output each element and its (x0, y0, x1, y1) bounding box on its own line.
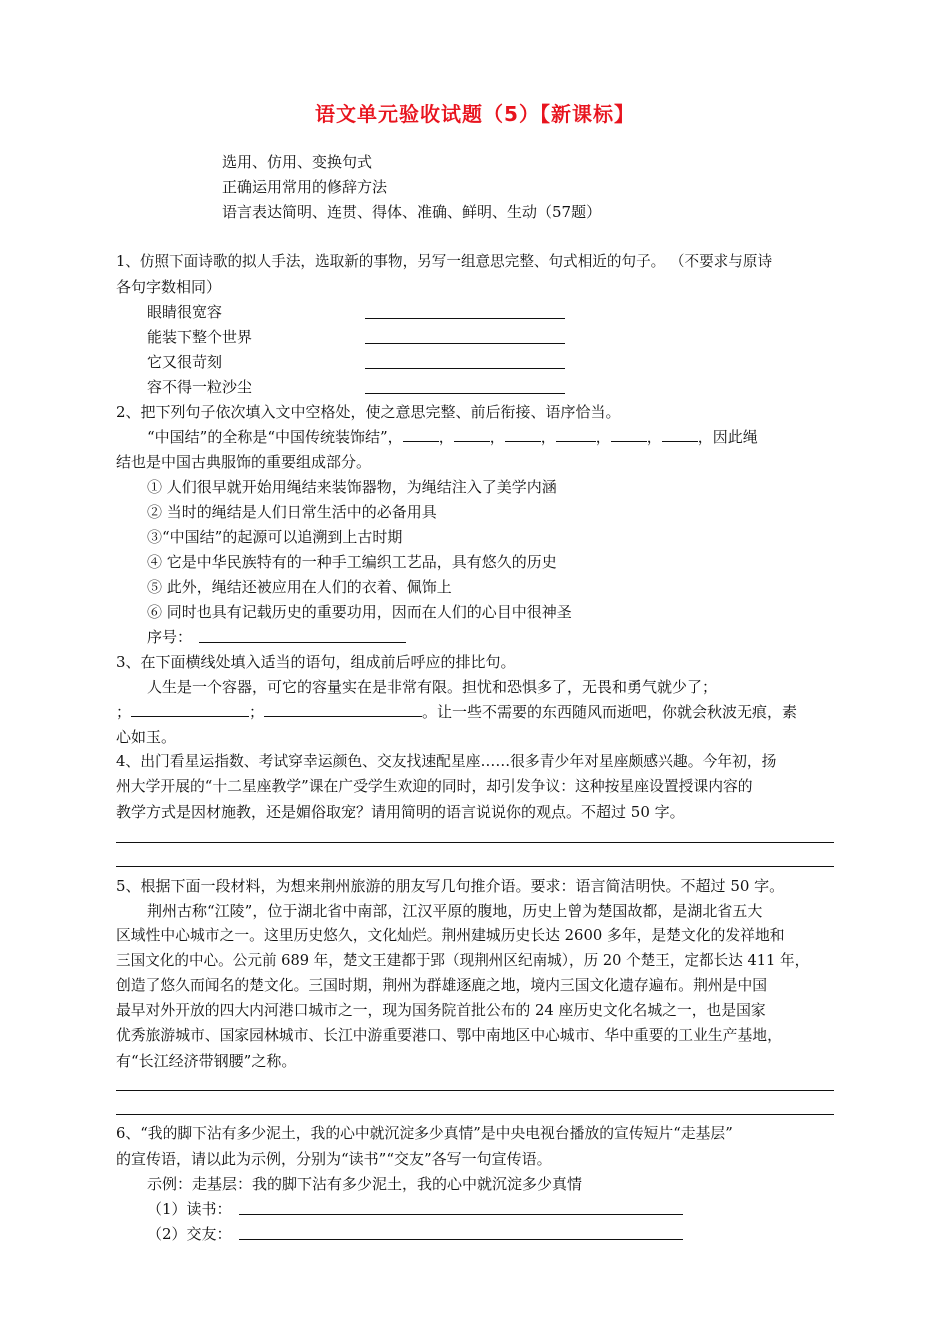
question-1-text: 1、仿照下面诗歌的拟人手法，选取新的事物，另写一组意思完整、句式相近的句子。 （不要求与原诗 (116, 253, 773, 270)
comma: ， (438, 428, 454, 446)
question-5-material: 创造了悠久而闻名的楚文化。三国时期，荆州为群雄逐鹿之地，境内三国文化遗存遍布。荆州是中国 (116, 977, 768, 994)
question-3-passage: 心如玉。 (116, 728, 177, 746)
topic-line: 语言表达简明、连贯、得体、准确、鲜明、生动（57题） (222, 203, 602, 221)
question-4-text: 州大学开展的“十二星座教学”课在广受学生欢迎的同时，却引发争议：这种按星座设置授课内容的 (116, 778, 753, 795)
question-6-text: 的宣传语，请以此为示例，分别为“读书”“交友”各写一句宣传语。 (116, 1150, 552, 1168)
question-5-material: 区域性中心城市之一。这里历史悠久，文化灿烂。荆州建城历史长达 2600 多年，是楚文化的发祥地和 (116, 927, 785, 944)
question-5-material: 荆州古称“江陵”，位于湖北省中南部，江汉平原的腹地，历史上曾为楚国故都，是湖北省五大 (147, 902, 763, 920)
answer-line[interactable] (365, 343, 565, 344)
comma: ， (595, 428, 611, 446)
question-2-passage (147, 425, 758, 449)
poem-line: 能装下整个世界 (147, 328, 253, 346)
comma: ， (489, 428, 505, 446)
question-5-material: 三国文化的中心。公元前 689 年，楚文王建都于郢（现荆州区纪南城），历 20 个楚王，定都长达 411 年， (116, 952, 810, 969)
question-3-text: 3、在下面横线处填入适当的语句，组成前后呼应的排比句。 (116, 653, 516, 671)
fill-blank[interactable] (662, 426, 698, 442)
answer-line[interactable] (116, 1114, 834, 1115)
question-3-passage (116, 700, 797, 724)
fill-blank[interactable] (505, 426, 541, 442)
fill-blank[interactable] (403, 426, 439, 442)
page-title: 语文单元验收试题（5）【新课标】 (315, 102, 635, 126)
option-item: ⑥ 同时也具有记载历史的重要功用，因而在人们的心目中很神圣 (147, 603, 572, 621)
answer-line[interactable] (365, 393, 565, 394)
fill-blank[interactable] (611, 426, 647, 442)
passage-text: ，因此绳 (697, 428, 758, 446)
item-label-friendship: （2）交友： (147, 1225, 232, 1243)
semicolon: ； (249, 703, 265, 721)
semicolon: ； (116, 703, 132, 721)
answer-line[interactable] (365, 318, 565, 319)
question-2-passage: 结也是中国古典服饰的重要组成部分。 (116, 453, 372, 471)
question-3-passage: 人生是一个容器，可它的容量实在是非常有限。担忧和恐惧多了，无畏和勇气就少了； (147, 678, 718, 696)
option-item: ② 当时的绳结是人们日常生活中的必备用具 (147, 503, 437, 521)
order-answer-line[interactable] (199, 642, 406, 643)
question-1-text: 各句字数相同） (116, 278, 222, 296)
question-5-material: 最早对外开放的四大内河港口城市之一，现为国务院首批公布的 24 座历史文化名城之一，也是国家 (116, 1002, 766, 1019)
answer-line[interactable] (365, 368, 565, 369)
item-label-reading: （1）读书： (147, 1200, 232, 1218)
option-item: ④ 它是中华民族特有的一种手工编织工艺品，具有悠久的历史 (147, 553, 557, 571)
option-item: ③“中国结”的起源可以追溯到上古时期 (147, 528, 403, 546)
poem-line: 容不得一粒沙尘 (147, 378, 253, 396)
fill-blank[interactable] (454, 426, 490, 442)
question-5-material: 优秀旅游城市、国家园林城市、长江中游重要港口、鄂中南地区中心城市、华中重要的工业生产基地， (116, 1027, 782, 1044)
fill-blank[interactable] (131, 701, 249, 717)
answer-line[interactable] (116, 866, 834, 867)
comma: ， (646, 428, 662, 446)
question-4-text: 4、出门看星运指数、考试穿幸运颜色、交友找速配星座……很多青少年对星座颇感兴趣。今年初，扬 (116, 753, 777, 770)
topic-line: 正确运用常用的修辞方法 (222, 178, 388, 196)
order-label: 序号： (147, 628, 193, 646)
question-4-text: 教学方式是因材施教，还是媚俗取宠？请用简明的语言说说你的观点。不超过 50 字。 (116, 803, 685, 821)
answer-line[interactable] (116, 842, 834, 843)
question-2-text: 2、把下列句子依次填入文中空格处，使之意思完整、前后衔接、语序恰当。 (116, 403, 621, 421)
friendship-answer-line[interactable] (239, 1239, 683, 1240)
answer-line[interactable] (116, 1090, 834, 1091)
option-item: ⑤ 此外，绳结还被应用在人们的衣着、佩饰上 (147, 578, 452, 596)
question-6-text: 6、“我的脚下沾有多少泥土，我的心中就沉淀多少真情”是中央电视台播放的宣传短片“走基层” (116, 1125, 733, 1142)
fill-blank[interactable] (556, 426, 596, 442)
passage-text: 。让一些不需要的东西随风而逝吧，你就会秋波无痕，素 (422, 703, 798, 721)
poem-line: 它又很苛刻 (147, 353, 223, 371)
example-text: 示例：走基层：我的脚下沾有多少泥土，我的心中就沉淀多少真情 (147, 1175, 583, 1193)
question-5-text: 5、根据下面一段材料，为想来荆州旅游的朋友写几句推介语。要求：语言简洁明快。不超过 50 字。 (116, 877, 785, 895)
poem-line: 眼睛很宽容 (147, 303, 223, 321)
question-5-material: 有“长江经济带钢腰”之称。 (116, 1052, 297, 1070)
passage-text: “中国结”的全称是“中国传统装饰结”， (147, 428, 403, 446)
comma: ， (540, 428, 556, 446)
fill-blank[interactable] (264, 701, 422, 717)
topic-line: 选用、仿用、变换句式 (222, 153, 373, 171)
option-item: ① 人们很早就开始用绳结来装饰器物，为绳结注入了美学内涵 (147, 478, 557, 496)
reading-answer-line[interactable] (239, 1214, 683, 1215)
